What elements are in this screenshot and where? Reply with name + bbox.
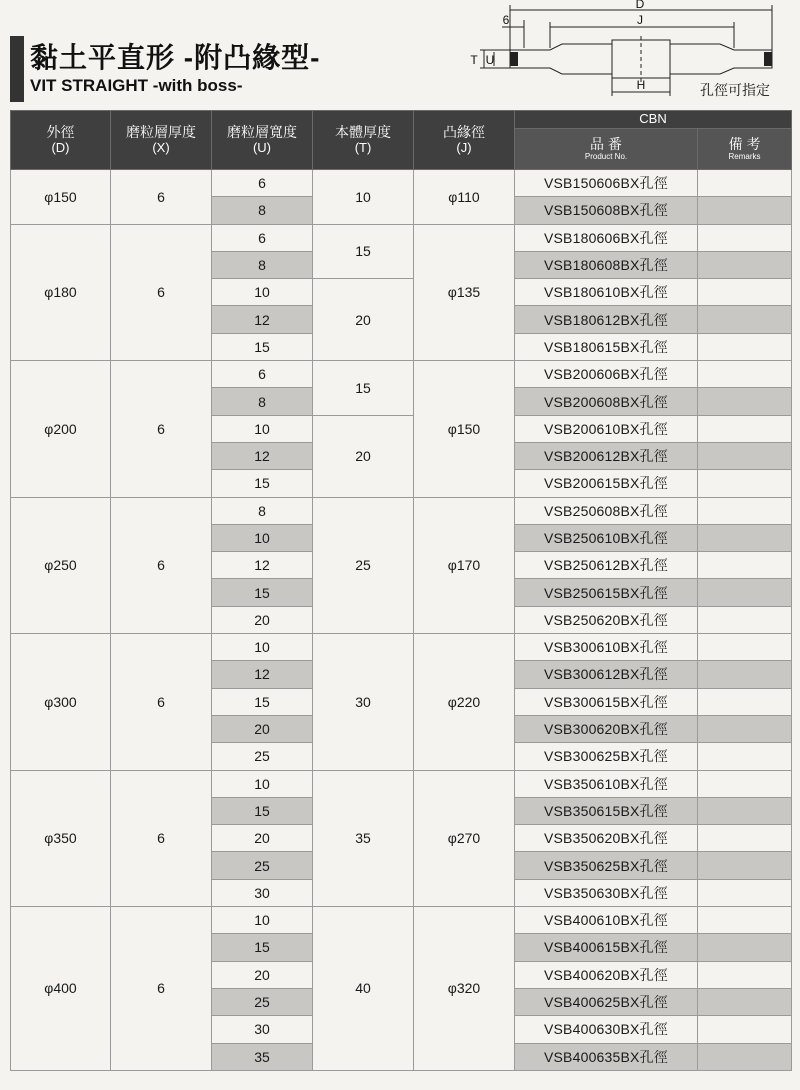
cell-boss-diameter: φ135 bbox=[414, 224, 515, 360]
cell-product-no: VSB400630BX孔徑 bbox=[515, 1016, 698, 1043]
cell-outer-diameter: φ250 bbox=[11, 497, 111, 633]
cell-product-no: VSB350630BX孔徑 bbox=[515, 879, 698, 906]
cell-remarks bbox=[698, 688, 792, 715]
cell-remarks bbox=[698, 579, 792, 606]
label-t: T bbox=[470, 53, 478, 67]
cell-boss-diameter: φ320 bbox=[414, 907, 515, 1071]
cell-remarks bbox=[698, 661, 792, 688]
col-header-x: 磨粒層厚度 (X) bbox=[111, 111, 212, 170]
cell-product-no: VSB200608BX孔徑 bbox=[515, 388, 698, 415]
cell-product-no: VSB200606BX孔徑 bbox=[515, 361, 698, 388]
cell-remarks bbox=[698, 306, 792, 333]
col-header-d: 外徑 (D) bbox=[11, 111, 111, 170]
cell-remarks bbox=[698, 524, 792, 551]
cell-boss-diameter: φ220 bbox=[414, 634, 515, 770]
cell-product-no: VSB150608BX孔徑 bbox=[515, 197, 698, 224]
table-row bbox=[11, 770, 792, 797]
cell-product-no: VSB250610BX孔徑 bbox=[515, 524, 698, 551]
cell-body-thickness: 40 bbox=[313, 907, 414, 1071]
cell-product-no: VSB400635BX孔徑 bbox=[515, 1043, 698, 1070]
col-header-t: 本體厚度 (T) bbox=[313, 111, 414, 170]
cell-remarks bbox=[698, 1016, 792, 1043]
cell-remarks bbox=[698, 961, 792, 988]
cell-product-no: VSB180608BX孔徑 bbox=[515, 251, 698, 278]
label-x: 6 bbox=[502, 13, 510, 27]
col-header-j: 凸緣徑 (J) bbox=[414, 111, 515, 170]
cell-remarks bbox=[698, 852, 792, 879]
cell-abrasive-width: 10 bbox=[212, 415, 313, 442]
label-h: H bbox=[636, 78, 646, 92]
cell-body-thickness: 30 bbox=[313, 634, 414, 770]
cell-product-no: VSB300625BX孔徑 bbox=[515, 743, 698, 770]
col-header-remarks: 備 考 Remarks bbox=[698, 129, 792, 170]
cell-remarks bbox=[698, 361, 792, 388]
label-j: J bbox=[637, 13, 643, 27]
cell-remarks bbox=[698, 197, 792, 224]
cell-remarks bbox=[698, 825, 792, 852]
cell-remarks bbox=[698, 442, 792, 469]
spec-table-wrap bbox=[10, 110, 791, 1071]
cell-abrasive-width: 20 bbox=[212, 606, 313, 633]
table-row bbox=[11, 224, 792, 251]
cell-abrasive-width: 6 bbox=[212, 361, 313, 388]
cell-remarks bbox=[698, 634, 792, 661]
cell-remarks bbox=[698, 934, 792, 961]
cell-product-no: VSB250608BX孔徑 bbox=[515, 497, 698, 524]
cell-abrasive-width: 20 bbox=[212, 715, 313, 742]
table-row bbox=[11, 170, 792, 197]
cell-outer-diameter: φ150 bbox=[11, 170, 111, 225]
cell-product-no: VSB180610BX孔徑 bbox=[515, 279, 698, 306]
table-row bbox=[11, 497, 792, 524]
spec-table-body bbox=[11, 170, 792, 1071]
cell-product-no: VSB350610BX孔徑 bbox=[515, 770, 698, 797]
table-row bbox=[11, 361, 792, 388]
cell-outer-diameter: φ200 bbox=[11, 361, 111, 497]
cell-remarks bbox=[698, 552, 792, 579]
cell-product-no: VSB300615BX孔徑 bbox=[515, 688, 698, 715]
cell-product-no: VSB250620BX孔徑 bbox=[515, 606, 698, 633]
cell-product-no: VSB400620BX孔徑 bbox=[515, 961, 698, 988]
cell-remarks bbox=[698, 743, 792, 770]
col-header-product: 品 番 Product No. bbox=[515, 129, 698, 170]
spec-table bbox=[10, 110, 792, 1071]
cell-product-no: VSB400625BX孔徑 bbox=[515, 988, 698, 1015]
cell-boss-diameter: φ110 bbox=[414, 170, 515, 225]
label-u: U bbox=[485, 53, 495, 67]
label-d: D bbox=[635, 0, 645, 11]
cell-product-no: VSB180606BX孔徑 bbox=[515, 224, 698, 251]
cell-remarks bbox=[698, 333, 792, 360]
cell-boss-diameter: φ270 bbox=[414, 770, 515, 906]
table-row bbox=[11, 907, 792, 934]
abrasive-layer-left bbox=[510, 52, 518, 66]
cell-abrasive-width: 15 bbox=[212, 333, 313, 360]
cell-abrasive-width: 12 bbox=[212, 552, 313, 579]
cell-abrasive-width: 15 bbox=[212, 470, 313, 497]
cell-outer-diameter: φ350 bbox=[11, 770, 111, 906]
page-title: 黏土平直形 -附凸緣型- bbox=[30, 42, 321, 73]
cell-product-no: VSB250612BX孔徑 bbox=[515, 552, 698, 579]
title-accent-bar bbox=[10, 36, 24, 102]
cell-outer-diameter: φ400 bbox=[11, 907, 111, 1071]
col-header-cbn: CBN bbox=[515, 111, 792, 129]
cell-abrasive-thickness: 6 bbox=[111, 361, 212, 497]
cell-product-no: VSB400610BX孔徑 bbox=[515, 907, 698, 934]
cell-abrasive-width: 25 bbox=[212, 743, 313, 770]
cell-abrasive-width: 20 bbox=[212, 825, 313, 852]
bore-note: 孔徑可指定 bbox=[700, 82, 770, 98]
cell-abrasive-width: 8 bbox=[212, 497, 313, 524]
cell-abrasive-width: 20 bbox=[212, 961, 313, 988]
cell-product-no: VSB400615BX孔徑 bbox=[515, 934, 698, 961]
abrasive-layer-right bbox=[764, 52, 772, 66]
cell-remarks bbox=[698, 224, 792, 251]
cell-outer-diameter: φ180 bbox=[11, 224, 111, 360]
cell-abrasive-thickness: 6 bbox=[111, 497, 212, 633]
cell-remarks bbox=[698, 388, 792, 415]
cell-product-no: VSB200615BX孔徑 bbox=[515, 470, 698, 497]
cell-abrasive-thickness: 6 bbox=[111, 224, 212, 360]
cell-remarks bbox=[698, 279, 792, 306]
cell-remarks bbox=[698, 251, 792, 278]
cell-abrasive-width: 8 bbox=[212, 388, 313, 415]
cell-product-no: VSB200610BX孔徑 bbox=[515, 415, 698, 442]
cell-abrasive-width: 12 bbox=[212, 661, 313, 688]
cell-abrasive-width: 6 bbox=[212, 224, 313, 251]
cell-product-no: VSB350625BX孔徑 bbox=[515, 852, 698, 879]
cell-abrasive-thickness: 6 bbox=[111, 634, 212, 770]
table-row bbox=[11, 634, 792, 661]
cell-product-no: VSB150606BX孔徑 bbox=[515, 170, 698, 197]
cell-abrasive-width: 8 bbox=[212, 197, 313, 224]
cell-remarks bbox=[698, 797, 792, 824]
cell-boss-diameter: φ170 bbox=[414, 497, 515, 633]
cell-body-thickness: 15 bbox=[313, 361, 414, 416]
cell-boss-diameter: φ150 bbox=[414, 361, 515, 497]
cell-remarks bbox=[698, 770, 792, 797]
cell-product-no: VSB300610BX孔徑 bbox=[515, 634, 698, 661]
cell-remarks bbox=[698, 415, 792, 442]
cell-abrasive-width: 30 bbox=[212, 1016, 313, 1043]
col-header-u: 磨粒層寬度 (U) bbox=[212, 111, 313, 170]
cell-product-no: VSB180612BX孔徑 bbox=[515, 306, 698, 333]
cell-abrasive-thickness: 6 bbox=[111, 170, 212, 225]
cell-remarks bbox=[698, 715, 792, 742]
cell-product-no: VSB250615BX孔徑 bbox=[515, 579, 698, 606]
cell-abrasive-thickness: 6 bbox=[111, 907, 212, 1071]
cell-body-thickness: 15 bbox=[313, 224, 414, 279]
cell-abrasive-width: 12 bbox=[212, 442, 313, 469]
cell-abrasive-width: 30 bbox=[212, 879, 313, 906]
cell-remarks bbox=[698, 497, 792, 524]
cell-remarks bbox=[698, 606, 792, 633]
cell-body-thickness: 20 bbox=[313, 279, 414, 361]
cell-product-no: VSB200612BX孔徑 bbox=[515, 442, 698, 469]
cell-remarks bbox=[698, 170, 792, 197]
cell-outer-diameter: φ300 bbox=[11, 634, 111, 770]
cell-body-thickness: 20 bbox=[313, 415, 414, 497]
cell-abrasive-width: 15 bbox=[212, 688, 313, 715]
cell-abrasive-width: 6 bbox=[212, 170, 313, 197]
cell-body-thickness: 25 bbox=[313, 497, 414, 633]
cell-abrasive-width: 25 bbox=[212, 988, 313, 1015]
cell-product-no: VSB350615BX孔徑 bbox=[515, 797, 698, 824]
cell-abrasive-width: 35 bbox=[212, 1043, 313, 1070]
cell-product-no: VSB180615BX孔徑 bbox=[515, 333, 698, 360]
cell-remarks bbox=[698, 907, 792, 934]
cell-remarks bbox=[698, 879, 792, 906]
cell-abrasive-width: 12 bbox=[212, 306, 313, 333]
cell-abrasive-width: 25 bbox=[212, 852, 313, 879]
cell-abrasive-width: 15 bbox=[212, 579, 313, 606]
cell-abrasive-width: 10 bbox=[212, 770, 313, 797]
cell-abrasive-width: 8 bbox=[212, 251, 313, 278]
cell-abrasive-width: 15 bbox=[212, 797, 313, 824]
cell-product-no: VSB300612BX孔徑 bbox=[515, 661, 698, 688]
page-subtitle: VIT STRAIGHT -with boss- bbox=[30, 76, 243, 95]
cell-remarks bbox=[698, 470, 792, 497]
cell-remarks bbox=[698, 988, 792, 1015]
cell-abrasive-thickness: 6 bbox=[111, 770, 212, 906]
cell-abrasive-width: 10 bbox=[212, 524, 313, 551]
cell-abrasive-width: 10 bbox=[212, 907, 313, 934]
cell-abrasive-width: 15 bbox=[212, 934, 313, 961]
cell-remarks bbox=[698, 1043, 792, 1070]
cell-product-no: VSB350620BX孔徑 bbox=[515, 825, 698, 852]
cell-abrasive-width: 10 bbox=[212, 634, 313, 661]
cell-body-thickness: 35 bbox=[313, 770, 414, 906]
cell-abrasive-width: 10 bbox=[212, 279, 313, 306]
cell-product-no: VSB300620BX孔徑 bbox=[515, 715, 698, 742]
cell-body-thickness: 10 bbox=[313, 170, 414, 225]
